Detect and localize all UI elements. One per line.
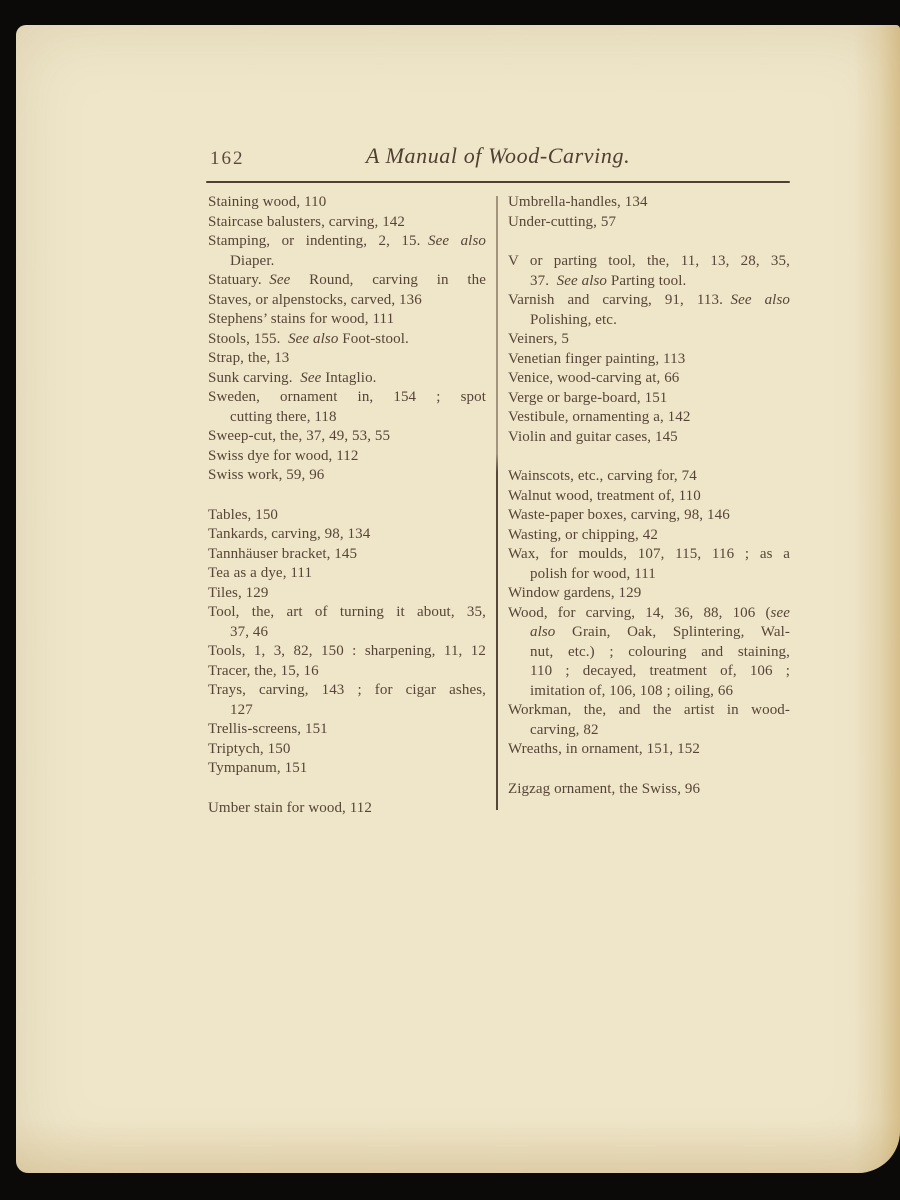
index-entry xyxy=(208,213,486,233)
index-entry xyxy=(508,604,790,702)
index-entry xyxy=(208,193,486,213)
index-line: Diaper. xyxy=(230,252,275,269)
index-line: Staining wood, 110 xyxy=(208,194,327,210)
page-number: 162 xyxy=(210,148,245,169)
index-entry xyxy=(208,271,486,291)
column-divider xyxy=(496,196,498,810)
index-entry xyxy=(508,408,790,428)
index-line: Strap, the, 13 xyxy=(208,350,290,366)
index-line: Waste-paper boxes, carving, 98, 146 xyxy=(508,507,730,523)
index-column-left xyxy=(208,193,486,818)
index-line: Swiss dye for wood, 112 xyxy=(208,447,359,464)
index-line: Triptych, 150 xyxy=(208,740,291,757)
index-entry xyxy=(508,213,790,233)
index-entry xyxy=(208,603,486,642)
index-line: Window gardens, 129 xyxy=(508,585,642,601)
index-line: Wax, for moulds, 107, 115, 116 ; as a xyxy=(508,546,790,562)
index-entry xyxy=(508,467,790,487)
index-entry xyxy=(508,291,790,330)
index-line: Zigzag ornament, the Swiss, 96 xyxy=(508,780,701,797)
index-line: Staves, or alpenstocks, carved, 136 xyxy=(208,291,422,308)
index-entry xyxy=(508,389,790,409)
index-line: polish for wood, 111 xyxy=(530,565,656,582)
book-page xyxy=(16,25,900,1173)
index-entry xyxy=(208,447,486,467)
index-line: Wainscots, etc., carving for, 74 xyxy=(508,468,697,484)
index-entry xyxy=(208,545,486,565)
index-entry xyxy=(508,428,790,448)
index-line: Tympanum, 151 xyxy=(208,760,308,776)
index-line: Tankards, carving, 98, 134 xyxy=(208,526,371,542)
index-line: Stamping, or indenting, 2, 15. See also xyxy=(208,233,486,249)
index-entry xyxy=(208,759,486,779)
index-line: Tannhäuser bracket, 145 xyxy=(208,545,358,562)
index-group xyxy=(508,193,790,232)
index-line: Sweden, ornament in, 154 ; spot xyxy=(208,389,486,405)
index-line: nut, etc.) ; colouring and staining, xyxy=(530,643,790,660)
index-entry xyxy=(508,330,790,350)
running-title: A Manual of Wood-Carving. xyxy=(365,143,631,168)
index-line: 37. See also Parting tool. xyxy=(530,272,687,289)
index-line: Tables, 150 xyxy=(208,506,279,523)
index-entry xyxy=(208,232,486,271)
index-line: Statuary. See Round, carving in the xyxy=(208,272,486,288)
index-line: 127 xyxy=(230,701,253,718)
index-line: Workman, the, and the artist in wood- xyxy=(508,702,790,718)
index-group xyxy=(508,467,790,760)
index-entry xyxy=(208,584,486,604)
index-line: Umbrella-handles, 134 xyxy=(508,194,648,210)
index-line: Stools, 155. See also Foot-stool. xyxy=(208,330,409,347)
index-line: Staircase balusters, carving, 142 xyxy=(208,213,405,230)
index-entry xyxy=(208,642,486,662)
index-entry xyxy=(508,780,790,800)
index-line: Vestibule, ornamenting a, 142 xyxy=(508,409,691,425)
index-entry xyxy=(208,564,486,584)
index-group xyxy=(508,780,790,800)
index-entry xyxy=(208,525,486,545)
index-entry xyxy=(208,799,486,819)
index-line: Wood, for carving, 14, 36, 88, 106 (see xyxy=(508,604,790,621)
index-line: Stephens’ stains for wood, 111 xyxy=(208,311,395,327)
index-entry xyxy=(508,526,790,546)
index-line: Trays, carving, 143 ; for cigar ashes, xyxy=(208,682,486,698)
index-line: Venetian finger painting, 113 xyxy=(508,350,686,367)
index-entry xyxy=(508,369,790,389)
index-line: V or parting tool, the, 11, 13, 28, 35, xyxy=(508,253,790,269)
index-entry xyxy=(508,740,790,760)
index-line: Swiss work, 59, 96 xyxy=(208,467,325,483)
index-entry xyxy=(208,388,486,427)
index-entry xyxy=(208,310,486,330)
index-line: Tiles, 129 xyxy=(208,584,269,601)
index-entry xyxy=(208,466,486,486)
index-line: Tools, 1, 3, 82, 150 : sharpening, 11, 12 xyxy=(208,643,486,659)
index-column-right xyxy=(508,193,790,799)
index-line: Sunk carving. See Intaglio. xyxy=(208,369,377,386)
index-line: Tool, the, art of turning it about, 35, xyxy=(208,604,486,620)
index-line: cutting there, 118 xyxy=(230,408,337,425)
index-line: Polishing, etc. xyxy=(530,311,617,328)
header-rule xyxy=(206,181,790,183)
index-line: 37, 46 xyxy=(230,623,269,640)
index-entry xyxy=(208,506,486,526)
index-line: Venice, wood-carving at, 66 xyxy=(508,370,680,386)
index-line: Wasting, or chipping, 42 xyxy=(508,526,658,543)
index-line: Umber stain for wood, 112 xyxy=(208,799,372,816)
index-line: Sweep-cut, the, 37, 49, 53, 55 xyxy=(208,428,391,444)
index-line: Verge or barge-board, 151 xyxy=(508,389,668,406)
index-line: carving, 82 xyxy=(530,721,599,738)
index-line: imitation of, 106, 108 ; oiling, 66 xyxy=(530,682,734,699)
index-line: Tea as a dye, 111 xyxy=(208,565,313,581)
index-entry xyxy=(208,291,486,311)
index-entry xyxy=(208,369,486,389)
index-entry xyxy=(208,330,486,350)
index-entry xyxy=(508,506,790,526)
index-entry xyxy=(508,584,790,604)
index-group xyxy=(208,506,486,779)
index-entry xyxy=(208,349,486,369)
index-line: Tracer, the, 15, 16 xyxy=(208,662,319,679)
page-content xyxy=(16,25,900,1173)
index-entry xyxy=(508,701,790,740)
index-line: Under-cutting, 57 xyxy=(508,213,617,230)
index-entry xyxy=(508,252,790,291)
index-entry xyxy=(208,720,486,740)
index-line: also Grain, Oak, Splintering, Wal- xyxy=(530,624,790,640)
index-line: 110 ; decayed, treatment of, 106 ; xyxy=(530,663,790,679)
index-line: Wreaths, in ornament, 151, 152 xyxy=(508,741,700,757)
index-entry xyxy=(508,193,790,213)
index-entry xyxy=(508,545,790,584)
index-entry xyxy=(208,740,486,760)
index-entry xyxy=(208,427,486,447)
index-line: Trellis-screens, 151 xyxy=(208,721,328,737)
index-group xyxy=(508,252,790,447)
index-entry xyxy=(208,662,486,682)
index-line: Veiners, 5 xyxy=(508,331,569,347)
index-group xyxy=(208,799,486,819)
index-entry xyxy=(508,487,790,507)
index-entry xyxy=(208,681,486,720)
page-header xyxy=(208,143,788,173)
index-group xyxy=(208,193,486,486)
index-line: Varnish and carving, 91, 113. See also xyxy=(508,292,790,308)
index-line: Violin and guitar cases, 145 xyxy=(508,428,678,445)
index-entry xyxy=(508,350,790,370)
index-line: Walnut wood, treatment of, 110 xyxy=(508,487,701,504)
